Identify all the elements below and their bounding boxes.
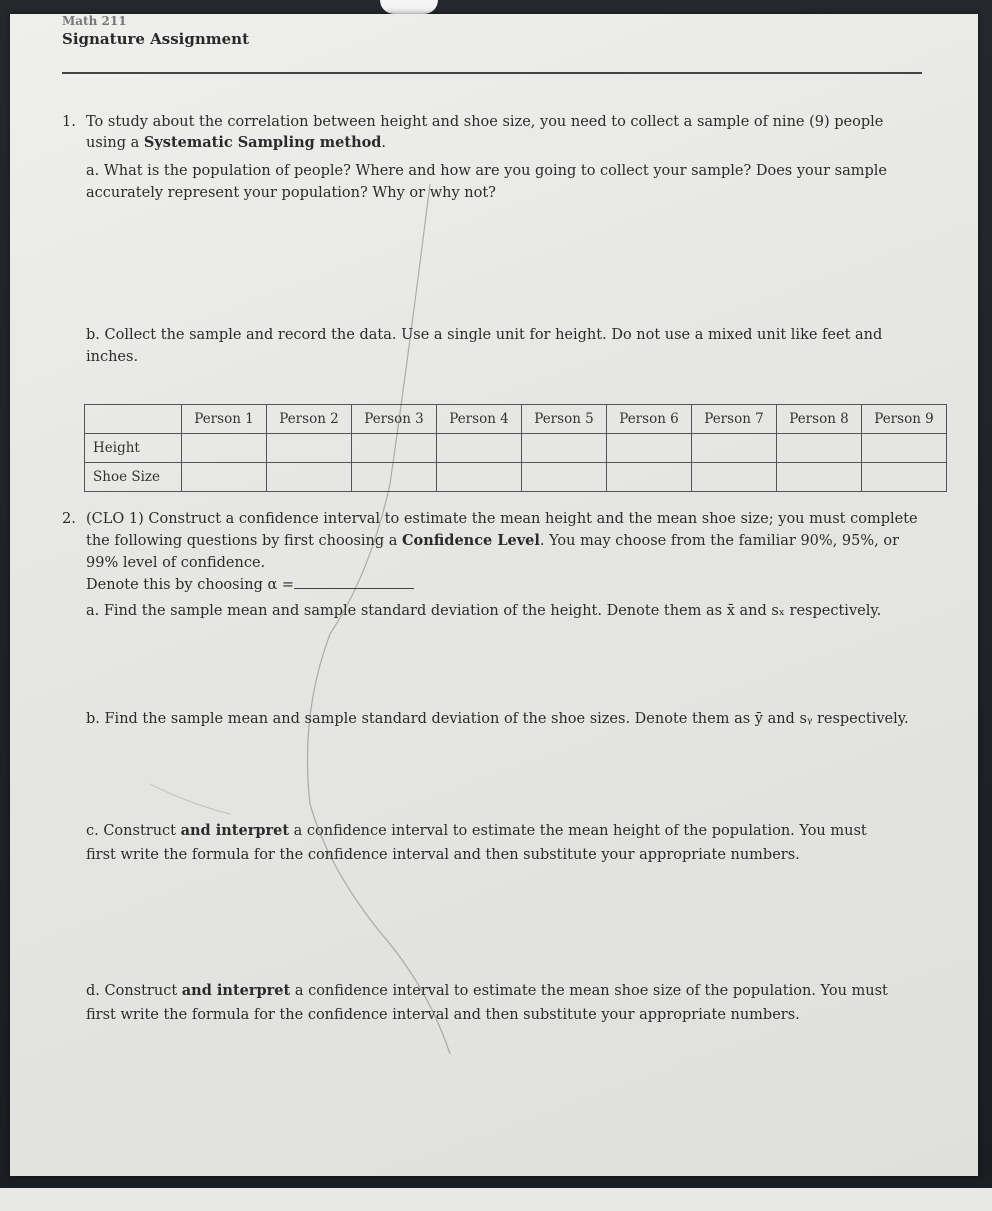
- column-header: Person 9: [862, 405, 947, 434]
- q1-emphasis: Systematic Sampling method: [143, 134, 382, 151]
- column-header: Person 7: [692, 405, 777, 434]
- page-title: Signature Assignment: [62, 30, 250, 48]
- shoe-size-cell[interactable]: [182, 463, 267, 492]
- height-cell[interactable]: [522, 434, 607, 463]
- course-label: Math 211: [62, 14, 127, 28]
- height-cell[interactable]: [182, 434, 267, 463]
- data-table: [84, 404, 947, 492]
- shoe-size-cell[interactable]: [777, 463, 862, 492]
- q2-number: 2.: [62, 511, 76, 527]
- q1a-line2: accurately represent your population? Why or why not?: [86, 185, 496, 201]
- shoe-size-cell[interactable]: [607, 463, 692, 492]
- shoe-size-cell[interactable]: [692, 463, 777, 492]
- q2c-emphasis: and interpret: [180, 822, 290, 839]
- height-cell[interactable]: [437, 434, 522, 463]
- column-header: Person 6: [607, 405, 692, 434]
- q2-text-line2: the following questions by first choosing a Confidence Level. You may choose from the familiar 90%, 95%, or: [86, 532, 900, 549]
- column-header: Person 8: [777, 405, 862, 434]
- q2b-text: b. Find the sample mean and sample standard deviation of the shoe sizes. Denote them as ȳ and sᵧ respectively.: [86, 711, 909, 727]
- height-cell[interactable]: [607, 434, 692, 463]
- q2d-emphasis: and interpret: [181, 982, 291, 999]
- q1b-line2: inches.: [86, 349, 139, 365]
- table-row: [85, 463, 947, 492]
- column-header: Person 3: [352, 405, 437, 434]
- q2c-line2: first write the formula for the confidence interval and then substitute your appropriate numbers.: [86, 847, 800, 863]
- shoe-size-cell[interactable]: [862, 463, 947, 492]
- q2-text-line3: 99% level of confidence.: [86, 555, 266, 571]
- column-header: Person 4: [437, 405, 522, 434]
- q1-text-line2: using a Systematic Sampling method.: [86, 134, 387, 151]
- q2d-line1: d. Construct and interpret a confidence interval to estimate the mean shoe size of the population. You must: [86, 982, 888, 999]
- worksheet-page: [10, 14, 978, 1176]
- height-cell[interactable]: [777, 434, 862, 463]
- shoe-size-cell[interactable]: [267, 463, 352, 492]
- bottom-surface: [0, 1188, 992, 1211]
- column-header: Person 5: [522, 405, 607, 434]
- table-corner-cell: [85, 405, 182, 434]
- table-header-row: [85, 405, 947, 434]
- q1a-line1: a. What is the population of people? Where and how are you going to collect your sample? Does your sample: [86, 163, 887, 179]
- q2c-line1: c. Construct and interpret a confidence interval to estimate the mean height of the population. You must: [86, 822, 867, 839]
- header-divider: [62, 72, 922, 74]
- q1b-line1: b. Collect the sample and record the data. Use a single unit for height. Do not use a mixed unit like feet and: [86, 327, 883, 343]
- height-cell[interactable]: [862, 434, 947, 463]
- row-label: Height: [85, 434, 182, 463]
- q2-emphasis: Confidence Level: [402, 532, 540, 549]
- row-label: Shoe Size: [85, 463, 182, 492]
- column-header: Person 2: [267, 405, 352, 434]
- height-cell[interactable]: [267, 434, 352, 463]
- alpha-answer-blank[interactable]: [294, 576, 414, 589]
- q2a-text: a. Find the sample mean and sample standard deviation of the height. Denote them as x̄ and sₓ respectively.: [86, 603, 882, 619]
- height-cell[interactable]: [692, 434, 777, 463]
- q1-number: 1.: [62, 114, 76, 130]
- shoe-size-cell[interactable]: [522, 463, 607, 492]
- binder-clip: [380, 0, 438, 14]
- alpha-prompt: Denote this by choosing α =: [86, 574, 414, 596]
- column-header: Person 1: [182, 405, 267, 434]
- q1-text-line1: To study about the correlation between height and shoe size, you need to collect a sample of nine (9) people: [86, 114, 884, 130]
- q2-text-line1: (CLO 1) Construct a confidence interval to estimate the mean height and the mean shoe size; you must complete: [86, 511, 918, 527]
- q2d-line2: first write the formula for the confidence interval and then substitute your appropriate numbers.: [86, 1007, 800, 1023]
- shoe-size-cell[interactable]: [352, 463, 437, 492]
- height-cell[interactable]: [352, 434, 437, 463]
- table-row: [85, 434, 947, 463]
- shoe-size-cell[interactable]: [437, 463, 522, 492]
